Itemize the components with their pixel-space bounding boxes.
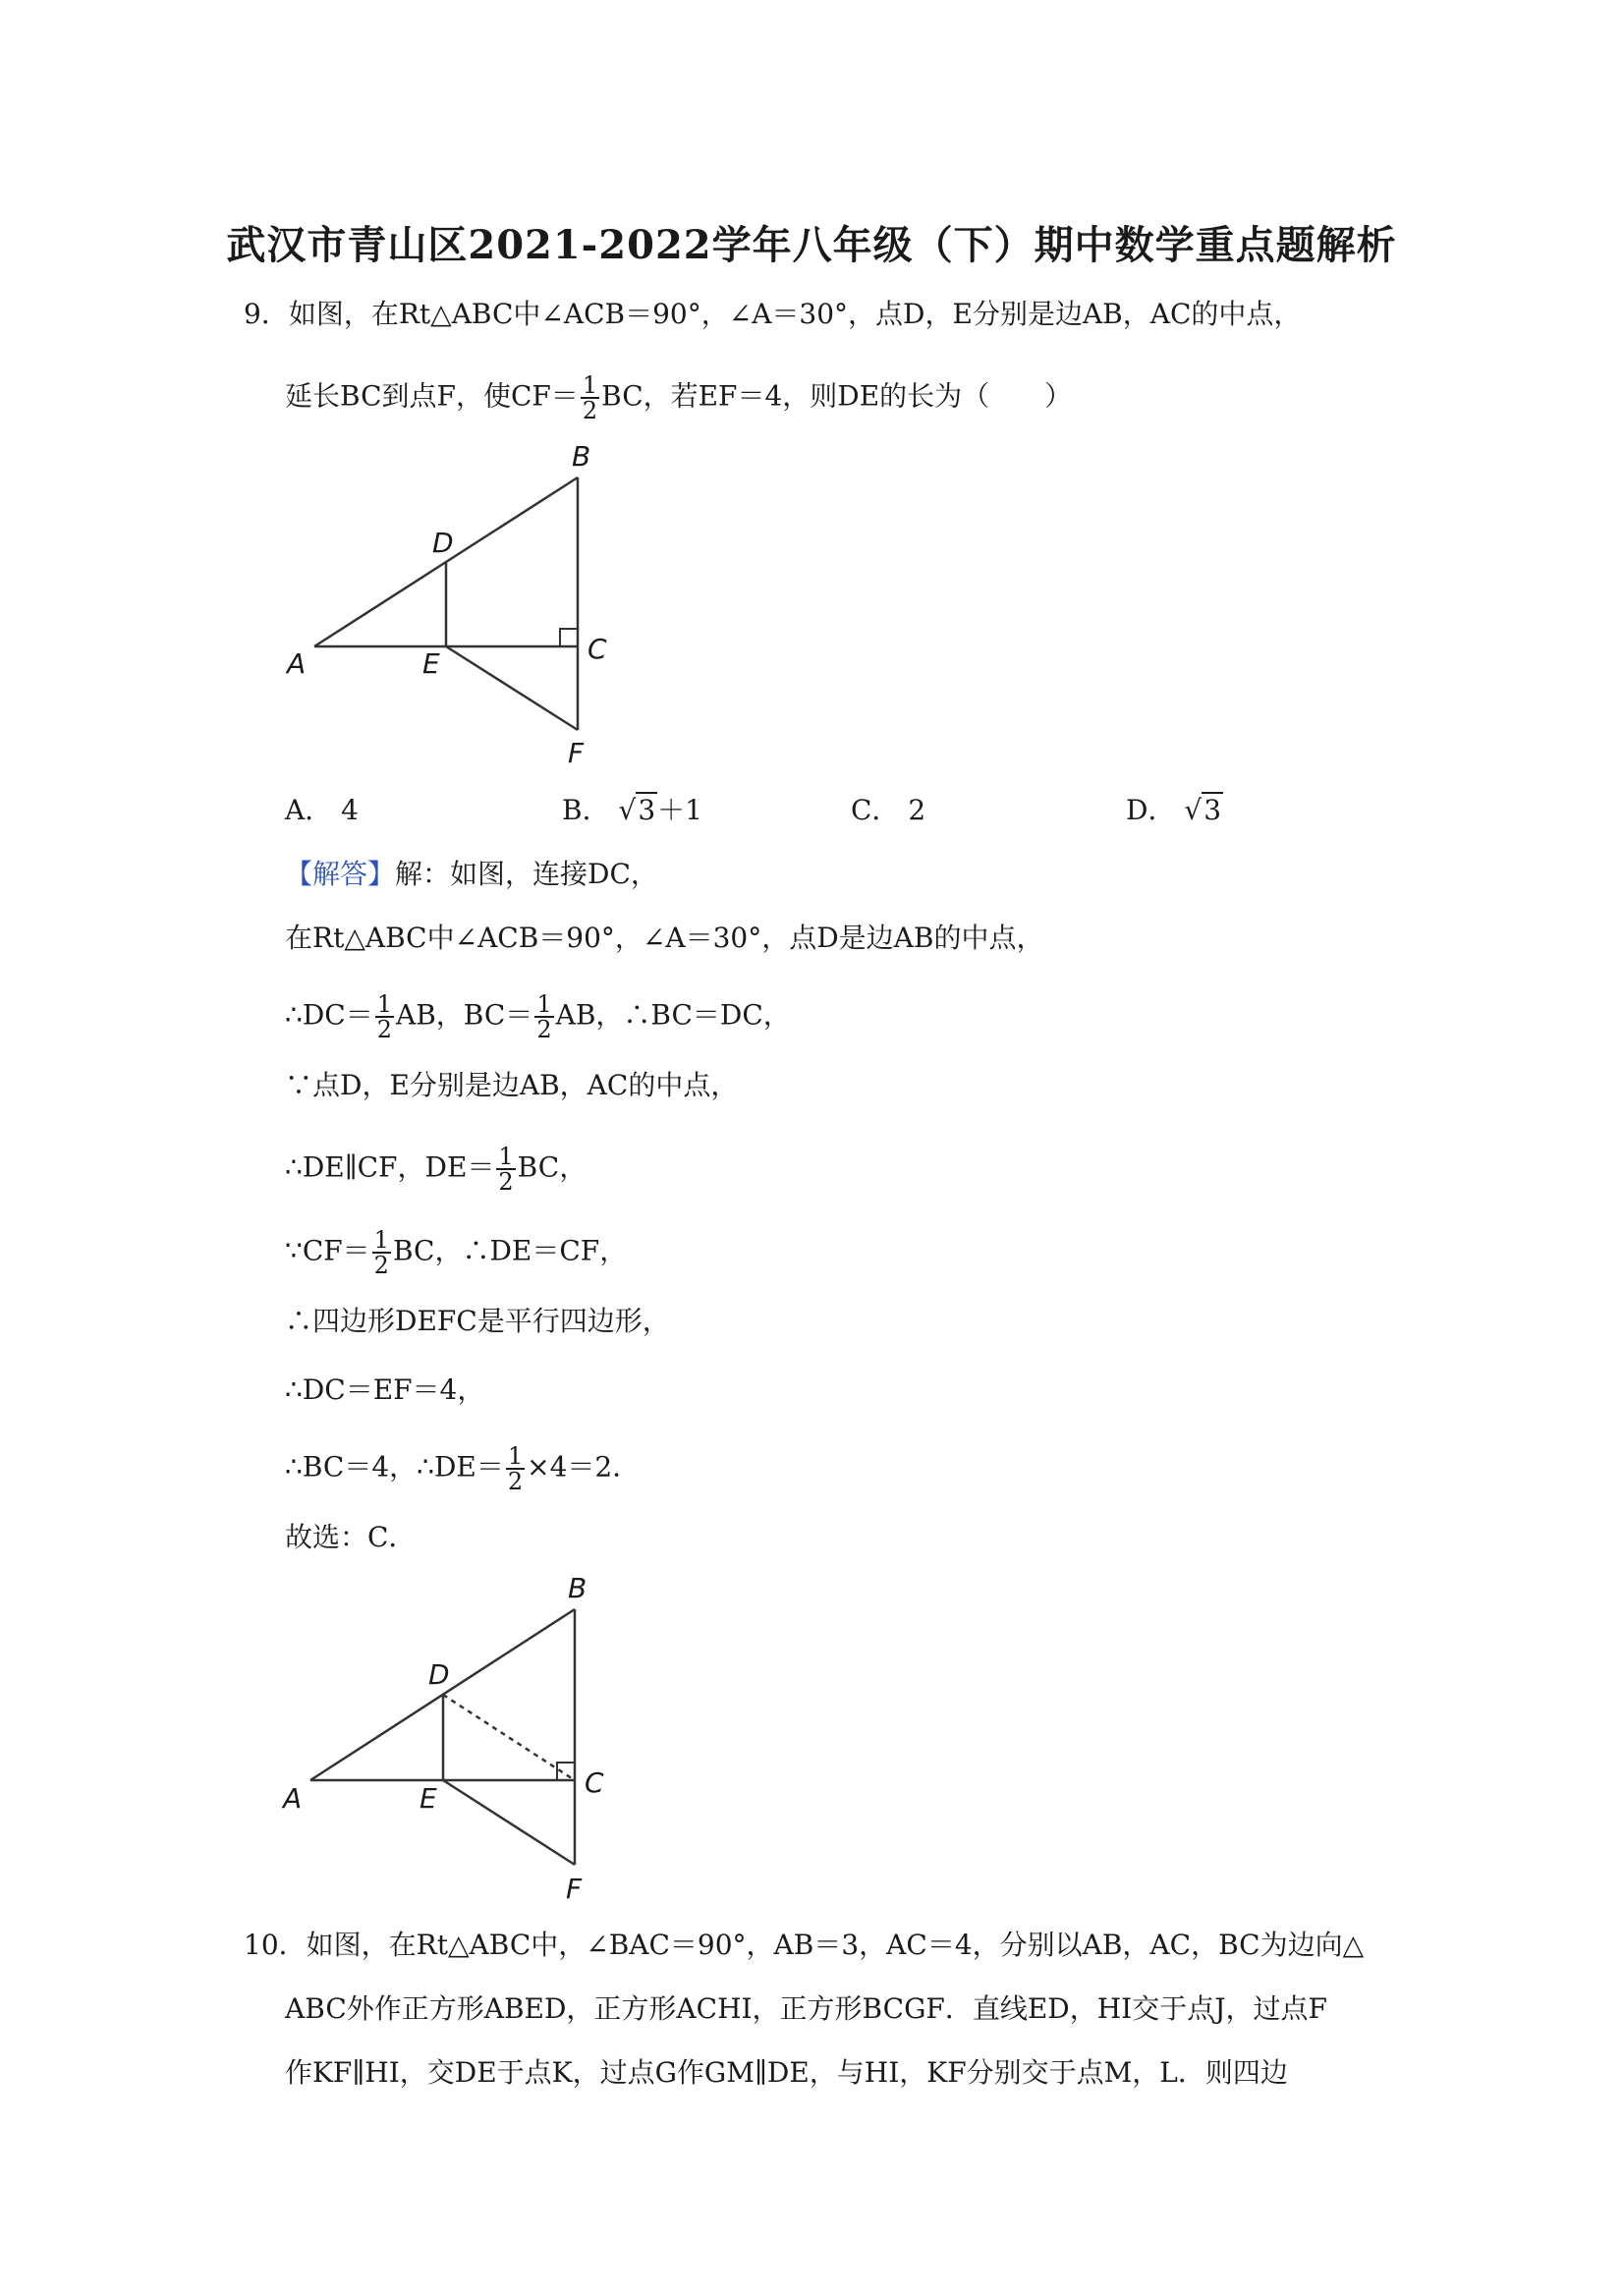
q9-label-c: C (588, 633, 607, 665)
solution-line8: ∴DC＝EF＝4， (285, 1373, 485, 1406)
sol-label-a: A (283, 1782, 303, 1815)
q9-stem-line2 (285, 373, 1072, 422)
q10-number: 10． (244, 1929, 307, 1961)
q9-stem-text2b: BC，若EF＝4，则DE的长为（ ） (601, 379, 1073, 413)
sol-label-d: D (428, 1658, 450, 1691)
q9-label-b: B (572, 440, 591, 473)
q9-figure (275, 432, 629, 776)
solution-line4: ∵点D，E分别是边AB，AC的中点， (285, 1069, 739, 1101)
q9-option-b: B． √3＋1 (562, 794, 702, 826)
q9-option-a: A． 4 (285, 794, 359, 826)
solution-tag: 【解答】 (285, 858, 396, 890)
q10-line3: 作KF∥HI，交DE于点K，过点G作GM∥DE，与HI，KF分别交于点M，L．则四边 (285, 2056, 1288, 2089)
q9-label-d: D (432, 527, 454, 559)
q10-line2: ABC外作正方形ABED，正方形ACHI，正方形BCGF．直线ED，HI交于点J，过点F (285, 1992, 1327, 2025)
q9-stem-text1: 如图，在Rt△ABC中∠ACB＝90°，∠A＝30°，点D，E分别是边AB，AC的中点， (288, 298, 1302, 330)
solution-line2: 在Rt△ABC中∠ACB＝90°，∠A＝30°，点D是边AB的中点， (285, 922, 1044, 954)
q10-line1: 10．如图，在Rt△ABC中，∠BAC＝90°，AB＝3，AC＝4，分别以AB，AC，BC为边向△ (244, 1929, 1365, 1961)
solution-line3: ∴DC＝ $\frac{1}{2}$ AB，BC＝ $\frac{1}{2}$ AB，∴BC＝DC， (285, 990, 791, 1043)
solution-figure (275, 1572, 629, 1916)
sol-label-e: E (420, 1782, 437, 1815)
q9-label-f: F (568, 737, 585, 769)
q9-stem-text2a: 延长BC到点F，使CF＝ (285, 379, 579, 413)
q9-stem-line1 (244, 295, 1301, 334)
sol-label-c: C (585, 1766, 604, 1799)
q9-number: 9． (244, 298, 289, 330)
sol-label-b: B (568, 1572, 588, 1604)
solution-line7: ∴四边形DEFC是平行四边形， (285, 1305, 670, 1337)
solution-line10: 故选：C． (285, 1521, 417, 1553)
q9-fraction: $\frac{1}{2}$ (582, 371, 598, 424)
q9-label-a: A (287, 647, 307, 680)
page-title: 武汉市青山区2021-2022学年八年级（下）期中数学重点题解析 (226, 222, 1397, 268)
sol-label-f: F (566, 1873, 583, 1905)
solution-line5: ∴DE∥CF，DE＝ $\frac{1}{2}$ BC， (285, 1143, 588, 1196)
solution-line6: ∵CF＝ $\frac{1}{2}$ BC，∴DE＝CF， (285, 1226, 628, 1279)
q9-option-d: D． √3 (1126, 794, 1222, 826)
solution-line9: ∴BC＝4，∴DE＝ $\frac{1}{2}$ ×4＝2． (285, 1442, 641, 1495)
q9-label-e: E (422, 647, 440, 680)
solution-line1: 【解答】解：如图，连接DC， (285, 858, 658, 890)
q9-option-c: C． 2 (851, 794, 926, 826)
